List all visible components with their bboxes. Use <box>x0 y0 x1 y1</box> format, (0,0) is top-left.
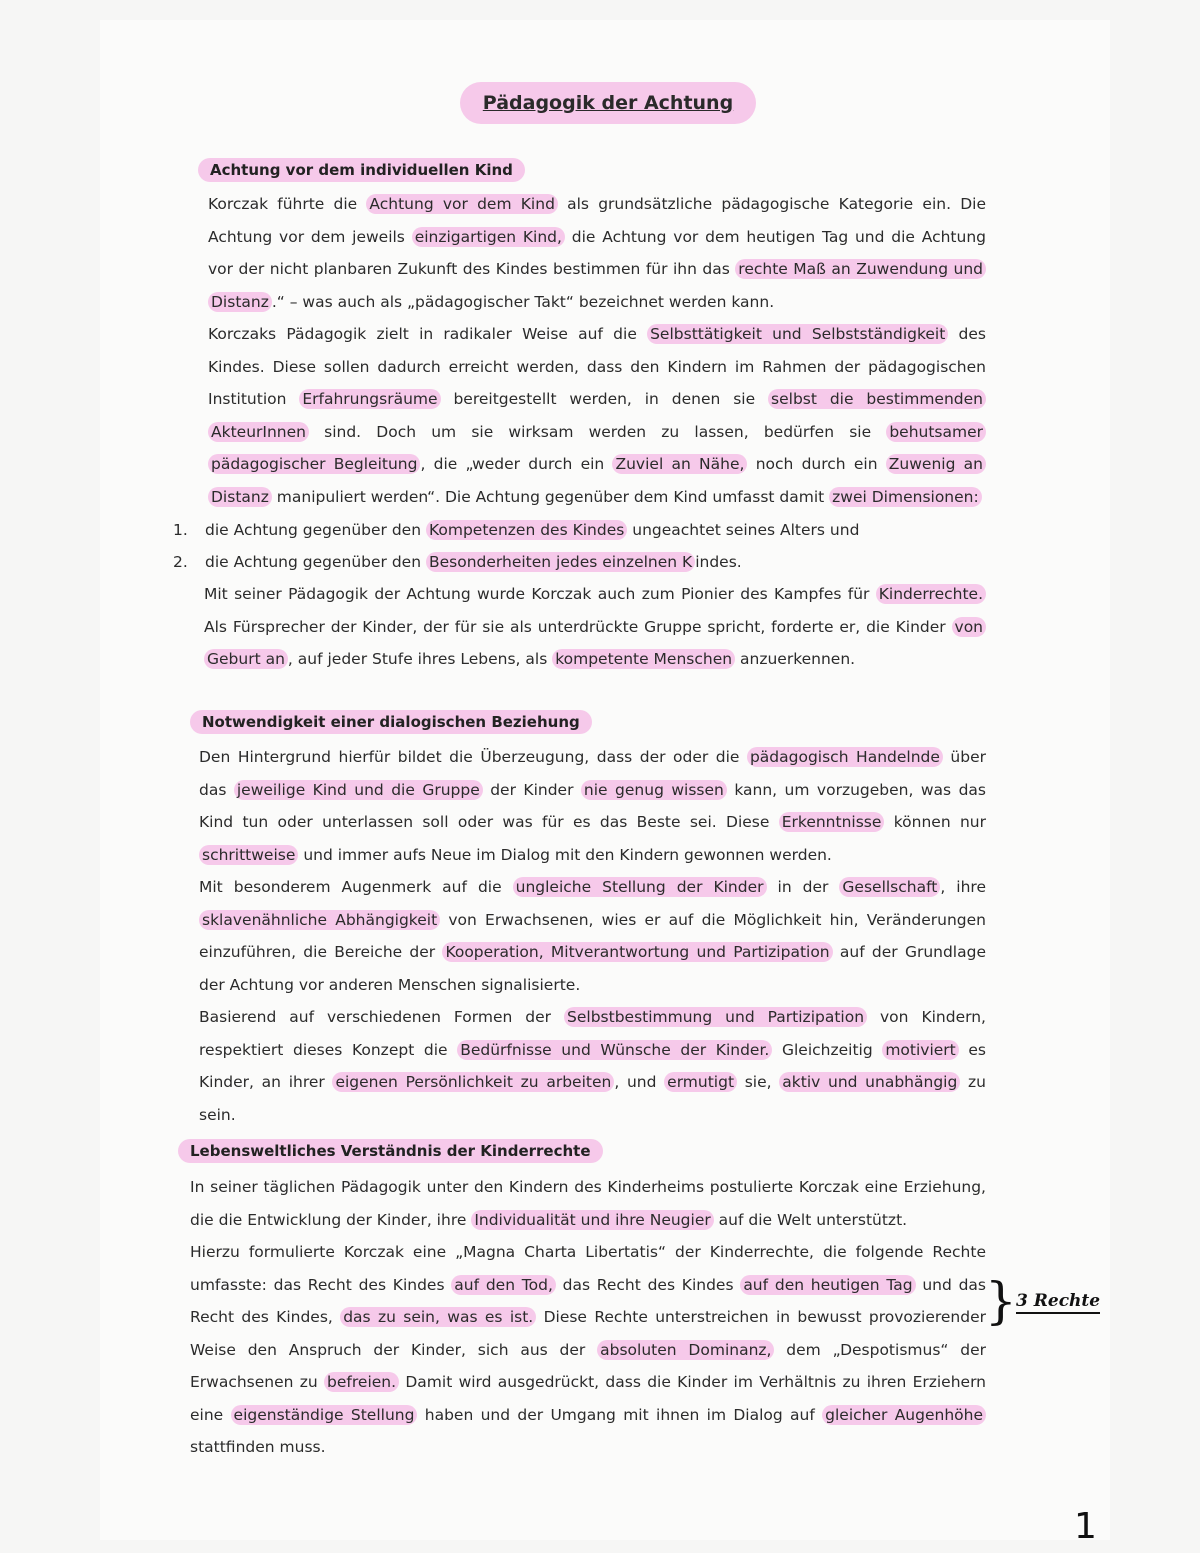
text-run: Mit besonderem Augenmerk auf die <box>199 878 513 896</box>
text-run: Als Fürsprecher der Kinder, der für sie als unterdrückte Gruppe spricht, forderte er, die Kinder <box>204 617 952 636</box>
highlighted-phrase: Bedürfnisse und Wünsche der Kinder. <box>457 1040 772 1060</box>
text-run: die Achtung gegenüber den <box>205 521 426 539</box>
text-run: Korczaks Pädagogik zielt in radikaler Weise auf die <box>208 325 648 343</box>
text-run: bereitgestellt werden, in denen sie <box>440 390 769 408</box>
section2-heading: Notwendigkeit einer dialogischen Beziehung <box>190 710 592 734</box>
highlighted-phrase: zwei Dimensionen: <box>829 487 982 507</box>
text-run: , ihre <box>940 878 986 896</box>
highlighted-phrase: Zuviel an Nähe, <box>612 454 747 474</box>
highlighted-phrase: motiviert <box>882 1040 958 1060</box>
highlighted-phrase: Selbsttätigkeit und Selbstständigkeit <box>647 324 948 344</box>
highlighted-phrase: absoluten Dominanz, <box>597 1340 774 1360</box>
text-run: die Achtung gegenüber den <box>205 553 426 571</box>
highlighted-phrase: behutsamer pädagogischer Begleitung <box>208 422 986 475</box>
text-run: zu sein. <box>199 1073 986 1124</box>
highlighted-phrase: pädagogisch Handelnde <box>747 747 943 767</box>
highlighted-phrase: selbst die bestimmenden AkteurInnen <box>208 389 986 442</box>
text-run: In seiner täglichen Pädagogik unter den Kindern des Kinderheims postulierte Korczak eine Erziehung, die die Entwicklung der Kinder, ihre <box>190 1178 986 1229</box>
highlighted-phrase: ermutigt <box>664 1072 737 1092</box>
text-run: können nur <box>884 813 986 831</box>
section1-body <box>208 188 986 513</box>
highlighted-phrase: einzigartigen Kind, <box>412 227 565 247</box>
highlighted-phrase: Besonderheiten jedes einzelnen K <box>426 552 695 572</box>
section1-list <box>168 514 986 578</box>
text-run: und das Recht des Kindes, <box>190 1275 986 1326</box>
highlighted-phrase: auf den heutigen Tag <box>740 1275 915 1295</box>
highlighted-phrase: das zu sein, was es ist. <box>340 1307 536 1327</box>
text-run: indes. <box>695 553 742 571</box>
text-run: , die „weder durch ein <box>420 455 613 473</box>
text-run: , auf jeder Stufe ihres Lebens, als <box>287 650 553 668</box>
text-run: der Kinder <box>482 780 581 799</box>
section1-paragraph <box>208 318 986 513</box>
text-run: sind. Doch um sie wirksam werden zu lassen, bedürfen sie <box>308 422 887 441</box>
text-run: haben und der Umgang mit ihnen im Dialog auf <box>417 1405 823 1424</box>
text-run: über das <box>199 748 986 799</box>
highlighted-phrase: Individualität und ihre Neugier <box>471 1210 713 1230</box>
text-run: Korczak führte die <box>208 195 367 213</box>
highlighted-phrase: nie genug wissen <box>581 780 727 800</box>
text-run: Diese Rechte unterstreichen in bewusst provozierender Weise den Anspruch der Kinder, sich aus der <box>190 1308 987 1359</box>
highlighted-phrase: von Geburt an <box>204 617 986 670</box>
text-run: Basierend auf verschiedenen Formen der <box>199 1008 565 1026</box>
section2-paragraph <box>199 741 986 871</box>
text-run: von Erwachsenen, wies er auf die Möglichkeit hin, Veränderungen einzuführen, die Bereiche der <box>199 910 986 961</box>
list-item <box>168 546 986 578</box>
text-run: Gleichzeitig <box>772 1040 883 1059</box>
text-run: auf der Grundlage der Achtung vor anderen Menschen signalisierte. <box>199 943 986 994</box>
highlighted-phrase: Erfahrungsräume <box>299 389 440 409</box>
text-run: noch durch ein <box>747 455 886 473</box>
text-run: es Kinder, an ihrer <box>199 1040 986 1091</box>
title-highlight <box>460 82 756 124</box>
section1-paragraph <box>204 578 986 676</box>
text-run: Hierzu formulierte Korczak eine „Magna Charta Libertatis“ der Kinderrechte, die folgende Rechte umfasste: das Recht des Kindes <box>190 1243 986 1294</box>
highlighted-phrase: Achtung vor dem Kind <box>366 194 557 214</box>
highlighted-phrase: sklavenähnliche Abhängigkeit <box>199 910 440 930</box>
section2-body <box>199 741 986 1131</box>
highlighted-phrase: gleicher Augenhöhe <box>822 1405 986 1425</box>
handwritten-margin-note: 3 Rechte <box>1016 1290 1100 1314</box>
text-run: von Kindern, respektiert dieses Konzept die <box>199 1008 986 1059</box>
text-run: dem „Despotismus“ der Erwachsenen zu <box>190 1340 986 1391</box>
text-run: kann, um vorzugeben, was das Kind tun oder unterlassen soll oder was für es das Beste sei. Diese <box>199 780 986 831</box>
highlighted-phrase: befreien. <box>324 1372 399 1392</box>
text-run: , und <box>614 1073 665 1091</box>
highlighted-phrase: eigenen Persönlichkeit zu arbeiten <box>332 1072 614 1092</box>
section3-paragraph <box>190 1236 986 1464</box>
highlighted-phrase: ungleiche Stellung der Kinder <box>513 877 767 897</box>
highlighted-phrase: schrittweise <box>199 845 298 865</box>
section3-paragraph <box>190 1171 986 1236</box>
text-run: des Kindes. Diese sollen dadurch erreicht werden, dass den Kindern im Rahmen der pädagogischen Institution <box>208 325 987 408</box>
handwritten-brace: } <box>985 1272 1017 1330</box>
section1-heading: Achtung vor dem individuellen Kind <box>198 158 525 182</box>
text-run: das Recht des Kindes <box>555 1275 741 1294</box>
highlighted-phrase: kompetente Menschen <box>552 649 735 669</box>
page-title: Pädagogik der Achtung <box>482 92 734 114</box>
text-run: .“ – was auch als „pädagogischer Takt“ bezeichnet werden kann. <box>271 292 775 311</box>
text-run: und immer aufs Neue im Dialog mit den Kindern gewonnen werden. <box>298 845 832 864</box>
highlighted-phrase: eigenständige Stellung <box>231 1405 418 1425</box>
text-run: sie, <box>737 1073 780 1091</box>
page-number: 1 <box>1074 1506 1097 1547</box>
text-run: auf die Welt unterstützt. <box>713 1210 908 1229</box>
section2-paragraph <box>199 1001 986 1131</box>
section3-body <box>190 1171 986 1464</box>
text-run: manipuliert werden“. Die Achtung gegenüber dem Kind umfasst damit <box>271 487 830 506</box>
text-run: anzuerkennen. <box>735 650 856 668</box>
list-number: 1. <box>173 521 188 539</box>
section1-paragraph <box>208 188 986 318</box>
highlighted-phrase: Kompetenzen des Kindes <box>426 520 627 540</box>
section2-paragraph <box>199 871 986 1001</box>
highlighted-phrase: Kooperation, Mitverantwortung und Partizipation <box>442 942 832 962</box>
text-run: Damit wird ausgedrückt, dass die Kinder im Verhältnis zu ihren Erziehern eine <box>190 1373 986 1424</box>
section3-heading: Lebensweltliches Verständnis der Kinderrechte <box>178 1139 603 1163</box>
highlighted-phrase: Kinderrechte. <box>876 584 986 604</box>
section1-body-end <box>204 578 986 676</box>
text-run: Mit seiner Pädagogik der Achtung wurde Korczak auch zum Pionier des Kampfes für <box>204 585 876 603</box>
highlighted-phrase: Zuwenig an Distanz <box>208 454 986 507</box>
highlighted-phrase: Erkenntnisse <box>779 812 885 832</box>
text-run: Den Hintergrund hierfür bildet die Überzeugung, dass der oder die <box>199 748 747 766</box>
list-item <box>168 514 986 546</box>
highlighted-phrase: jeweilige Kind und die Gruppe <box>234 780 483 800</box>
list-number: 2. <box>173 553 188 571</box>
text-run: stattfinden muss. <box>190 1438 326 1456</box>
highlighted-phrase: aktiv und unabhängig <box>779 1072 960 1092</box>
highlighted-phrase: Selbstbestimmung und Partizipation <box>564 1007 867 1027</box>
highlighted-phrase: auf den Tod, <box>451 1275 556 1295</box>
text-run: die Achtung vor dem heutigen Tag und die Achtung vor der nicht planbaren Zukunft des Kindes bestimmen für ihn das <box>208 227 986 278</box>
text-run: in der <box>766 878 840 896</box>
text-run: als grundsätzliche pädagogische Kategorie ein. Die Achtung vor dem jeweils <box>208 195 986 246</box>
highlighted-phrase: Gesellschaft <box>839 877 940 897</box>
highlighted-phrase: rechte Maß an Zuwendung und Distanz <box>208 259 986 312</box>
text-run: ungeachtet seines Alters und <box>627 521 860 539</box>
